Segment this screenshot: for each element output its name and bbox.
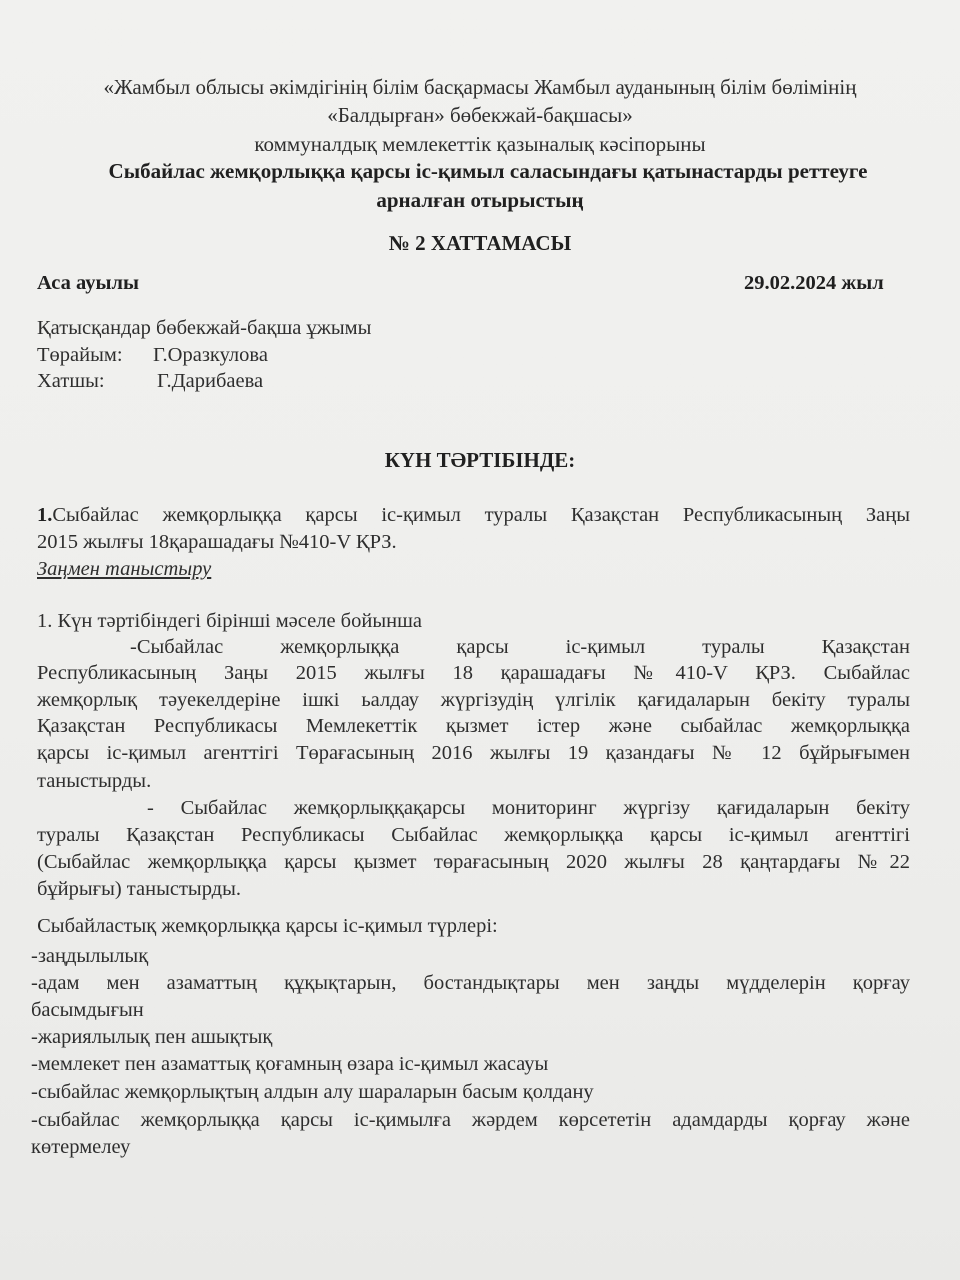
secretary-label: Хатшы:: [37, 370, 105, 392]
header-line-1: «Жамбыл облысы әкімдігінің білім басқармасы Жамбыл ауданының білім бөлімінің: [103, 75, 857, 99]
paragraph-1-line-1: -Сыбайлас жемқорлыққа қарсы іс-қимыл туралы Қазақстан: [130, 636, 910, 658]
list-item: -заңдылылық: [31, 945, 149, 967]
list-item: -сыбайлас жемқорлыққа қарсы іс-қимылға жәрдем көрсететін адамдарды қорғау және: [31, 1109, 910, 1131]
paragraph-1-line-3: жемқорлық тәуекелдеріне ішкі ьалдау жүргізудің үлгілік қағидаларын бекіту туралы: [37, 689, 910, 711]
agenda-item-text: Сыбайлас жемқорлыққа қарсы іс-қимыл туралы Қазақстан Республикасының Заңы: [52, 504, 910, 526]
protocol-number: № 2 ХАТТАМАСЫ: [388, 231, 572, 255]
list-item: -сыбайлас жемқорлықтың алдын алу шараларын басым қолдану: [31, 1081, 594, 1103]
first-issue-heading: 1. Күн тәртібіндегі бірінші мәселе бойынша: [37, 610, 422, 632]
list-item-continuation: басымдығын: [31, 999, 144, 1021]
header-line-2: «Балдырған» бөбекжай-бақшасы»: [327, 103, 633, 127]
agenda-item-subtitle: Заңмен таныстыру: [37, 558, 212, 580]
list-item: -адам мен азаматтың құқықтарын, бостандықтары мен заңды мүдделерін қорғау: [31, 972, 910, 994]
secretary-name: Г.Дарибаева: [157, 370, 264, 392]
agenda-heading: КҮН ТӘРТІБІНДЕ:: [384, 448, 576, 472]
paragraph-1-line-5: қарсы іс-қимыл агенттігі Төрағасының 2016 жылғы 19 қазандағы № 12 бұйрығымен: [37, 742, 910, 764]
meeting-place: Аса ауылы: [37, 272, 139, 294]
meeting-date: 29.02.2024 жыл: [744, 272, 884, 294]
list-item: -мемлекет пен азаматтық қоғамның өзара іс-қимыл жасауы: [31, 1053, 549, 1075]
paragraph-2-line-4: бұйрығы) таныстырды.: [37, 878, 241, 900]
agenda-item-number: 1.: [37, 504, 53, 526]
types-list-heading: Сыбайластық жемқорлыққа қарсы іс-қимыл түрлері:: [32, 915, 498, 937]
agenda-item-line-2: 2015 жылғы 18қарашадағы №410-V ҚРЗ.: [37, 531, 397, 553]
document-title-line-1: Сыбайлас жемқорлыққа қарсы іс-қимыл саласындағы қатынастарды реттеуге: [108, 159, 868, 183]
list-item-continuation: көтермелеу: [31, 1136, 131, 1158]
list-item: -жариялылық пен ашықтық: [31, 1026, 273, 1048]
paragraph-2-line-1: - Сыбайлас жемқорлыққақарсы мониторинг жүргізу қағидаларын бекіту: [147, 797, 910, 819]
paragraph-1-line-2: Республикасының Заңы 2015 жылғы 18 қарашадағы №410-V ҚРЗ. Сыбайлас: [37, 662, 910, 684]
participants-line: Қатысқандар бөбекжай-бақша ұжымы: [37, 317, 372, 339]
chair-name: Г.Оразкулова: [153, 344, 268, 366]
paragraph-2-line-3: (Сыбайлас жемқорлыққа қарсы қызмет төрағасының 2020 жылғы 28 қаңтардағы №22: [37, 851, 910, 873]
paragraph-1-line-6: таныстырды.: [37, 770, 152, 792]
header-line-3: коммуналдық мемлекеттік қазыналық кәсіпорыны: [254, 132, 706, 156]
document-title-line-2: арналған отырыстың: [376, 188, 584, 212]
paragraph-1-line-4: Қазақстан Республикасы Мемлекеттік қызмет істер және сыбайлас жемқорлыққа: [37, 715, 910, 737]
paragraph-2-line-2: туралы Қазақстан Республикасы Сыбайлас жемқорлыққа қарсы іс-қимыл агенттігі: [37, 824, 910, 846]
agenda-item-line-1: [37, 502, 910, 528]
chair-label: Төрайым:: [37, 344, 123, 366]
